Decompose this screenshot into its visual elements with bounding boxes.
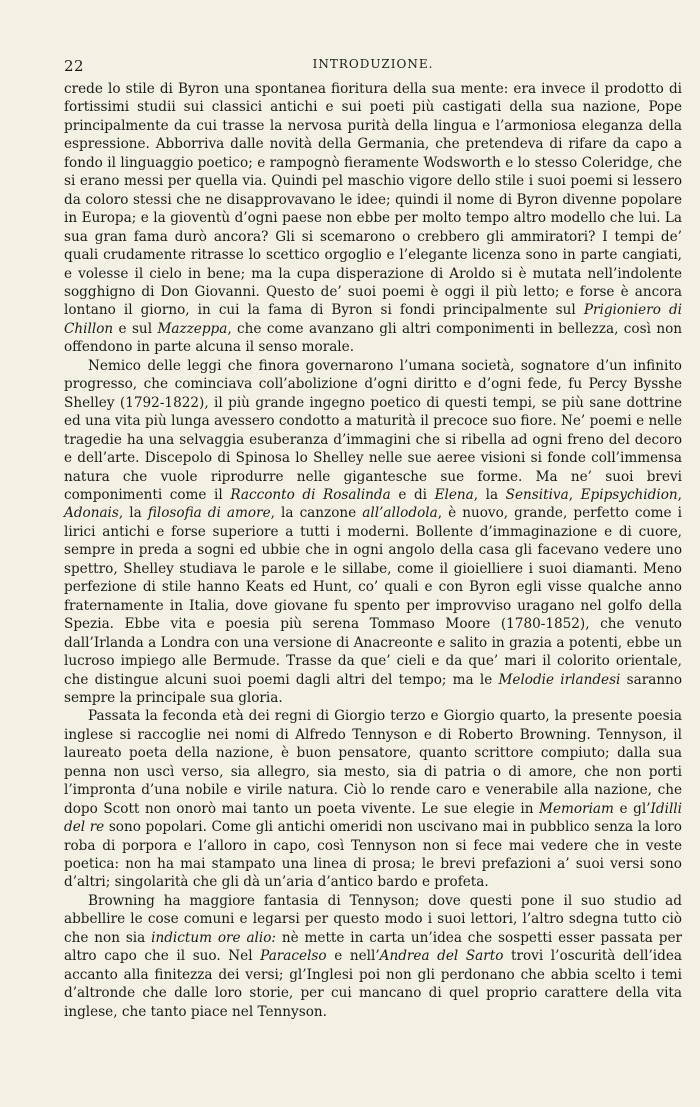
text-run: , [568,486,581,503]
text-run: trovi l’oscurità dell’idea accanto alla finitezza dei versi; gl’Inglesi poi non gli perdonano che abbia scelto i temi d’altronde che dalle loro storie, per cui mancano di quel proprio carattere della vita inglese, che tanto piace nel Tennyson. [64,948,682,1020]
text-run: nè mette in carta un’idea che sospetti esser passata per altro capo che il suo. Nel [64,929,683,965]
text-run: e di [390,486,435,503]
running-title: INTRODUZIONE. [312,57,434,71]
italic-title: Elena [434,486,474,503]
paragraph [64,80,682,357]
italic-title: Melodie irlandesi [498,671,621,688]
text-run: saranno sempre la principale sua gloria. [64,671,683,706]
text-run: , la [473,486,506,503]
running-head [64,55,682,77]
text-run: sono popolari. Come gli antichi omeridi non uscivano mai in pubblico senza la loro roba di porpora e l’alloro in capo, così Tennyson non si fece mai vedere che in veste poetica: non ha mai stampato una linea di prosa; le brevi prefazioni a’ suoi versi sono d’altri; singolarità che gli dà un’aria d’antico bardo e profeta. [64,819,682,891]
text-run: , che come avanzano gli altri componimenti in bellezza, così non offendono in parte alcuna il senso morale. [64,320,683,356]
page-number: 22 [64,57,85,75]
italic-title: Mazzeppa [157,320,228,337]
text-run: e sul [113,320,158,337]
text-run: , è nuovo, grande, perfetto come i lirici antichi e forse superiore a tutti i moderni. Bollente d’immaginazione e di cuore, sempre in preda a sogni ed ubbie che in ogni angolo della casa gli facevano vedere uno spettro, Shelley studiava le parole e le sillabe, come il gioielliere i suoi diamanti. Meno perfezione di stile hanno Keats ed Hunt, co’ quali e con Byron egli visse qualche anno fraternamente in Italia, dove giovane fu spento per improvviso uragano nel golfo della Spezia. Ebbe vita e poesia più serena Tommaso Moore (1780-1852), che venuto dall’Irlanda a Londra con una versione di Anacreonte e salito in grazia a potenti, ebbe un lucroso impiego alle Bermude. Trasse da que’ cieli e da que’ mari il colorito orientale, che distingue alcuni suoi poemi dagli altri del tempo; ma le [64,505,683,688]
text-run: , la [118,505,148,522]
italic-title: Epipsychidion [580,486,678,503]
italic-title: Paracelso [260,948,327,965]
text-run: , la canzone [270,505,363,522]
text-run: , [677,486,682,503]
book-page [64,55,682,1021]
text-run: Browning ha maggiore fantasia di Tennyson; dove questi pone il suo studio ad abbellire le cose comuni e legarsi per questo modo i suoi lettori, l’altro sdegna tutto ciò che non sia [64,892,682,946]
italic-title: Prigioniero di Chillon [64,302,682,337]
paragraph [64,357,682,708]
paragraph [64,892,682,1021]
italic-title: all’allodola [362,505,438,522]
paragraph [64,707,682,892]
body-text [64,80,682,1021]
italic-title: filosofia di amore [147,505,271,522]
text-run: Passata la feconda età dei regni di Giorgio terzo e Giorgio quarto, la presente poesia inglese si raccoglie nei nomi di Alfredo Tennyson e di Roberto Browning. Tennyson, il laureato poeta della nazione, è buon pensatore, quanto scrittore compiuto; dalla sua penna non uscì verso, sia allegro, sia mesto, sia di patria o di amore, che non porti l’impronta d’una nobile e virile natura. Ciò lo rende caro e venerabile alla nazione, che dopo Scott non onorò mai tanto un poeta vivente. Le sue elegie in [64,708,682,817]
italic-title: Memoriam [539,800,614,817]
italic-title: Sensitiva [505,486,569,503]
text-run: e gl’ [613,800,651,817]
italic-title: indictum ore alio: [151,929,277,946]
italic-title: Adonais [64,505,119,522]
italic-title: Idilli del re [64,800,682,836]
text-run: e nell’ [326,948,380,965]
italic-title: Andrea del Sarto [379,948,504,965]
text-run: crede lo stile di Byron una spontanea fioritura della sua mente: era invece il prodotto di fortissimi studii sui classici antichi e sui poeti più castigati della sua nazione, Pope principalmente da cui trasse la nervosa purità della lingua e l’armoniosa eleganza della espressione. Abborriva dalle novità della Germania, che pretendeva di rifare da capo a fondo il linguaggio poetico; e rampognò fieramente Wodsworth e lo stesso Coleridge, che si erano messi per quella via. Quindi pel maschio vigore dello stile i suoi poemi si lessero da coloro stessi che ne disapprovavano le idee; quindi il nome di Byron divenne popolare in Europa; e la gioventù d’ogni paese non ebbe per molto tempo altro modello che lui. La sua gran fama durò ancora? Gli si scemarono o crebbero gli ammiratori? I tempi de’ quali crudamente ritrasse lo scettico orgoglio e l’elegante licenza sono in parte cangiati, e volesse il cielo in bene; ma la cupa disperazione di Aroldo si è mutata nell’indolente sogghigno di Don Giovanni. Questo de’ suoi poemi è oggi il più letto; e forse è ancora lontano il giorno, in cui la fama di Byron si fondi principalmente sul [64,81,682,319]
italic-title: Racconto di Rosalinda [230,486,391,503]
text-run: Nemico delle leggi che finora governarono l’umana società, sognatore d’un infinito progresso, che cominciava coll’abolizione d’ogni diritto e d’ogni fede, fu Percy Bysshe Shelley (1792-1822), il più grande ingegno poetico di questi tempi, se più sane dottrine ed una vita più lunga avessero condotto a maturità il precoce suo fiore. Ne’ poemi e nelle tragedie ha una selvaggia esuberanza d’immagini che si ribella ad ogni freno del decoro e dell’arte. Discepolo di Spinosa lo Shelley nelle sue aeree visioni si fonde coll’immensa natura che vuole riprodurre nelle gigantesche sue forme. Ma ne’ suoi brevi componimenti come il [64,357,682,503]
